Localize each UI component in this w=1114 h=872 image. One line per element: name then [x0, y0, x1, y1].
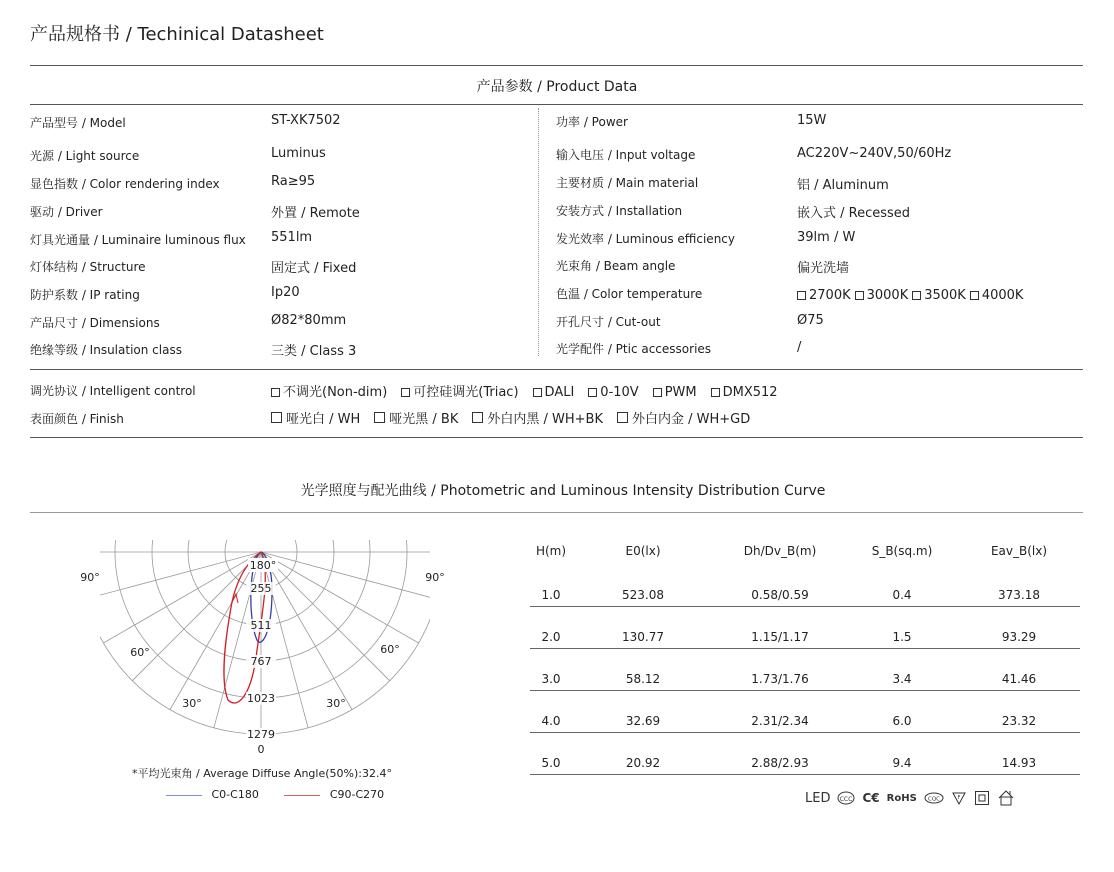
- rohs-mark: RoHS: [886, 792, 917, 804]
- polar-angle-label: 180°: [249, 559, 277, 572]
- checkbox-icon: [588, 388, 597, 397]
- checkbox-icon: [711, 388, 720, 397]
- table-cell: 23.32: [958, 691, 1080, 733]
- polar-ring-label: 1279: [247, 728, 275, 741]
- divider: [30, 369, 1083, 370]
- photometric-title: 光学照度与配光曲线 / Photometric and Luminous Intensity Distribution Curve: [300, 483, 826, 499]
- spec-label: 安装方式 / Installation: [556, 204, 683, 218]
- polar-angle-label: 90°: [425, 571, 445, 584]
- spec-value: 嵌入式 / Recessed: [797, 206, 911, 221]
- polar-spoke: [261, 552, 437, 599]
- control-option: [533, 385, 575, 400]
- spec-value: Ø82*80mm: [271, 313, 347, 328]
- polar-angle-label: 30°: [182, 697, 202, 710]
- table-cell: 2.88/2.93: [714, 733, 846, 775]
- checkbox-icon: [617, 412, 628, 423]
- table-cell: 1.73/1.76: [714, 649, 846, 691]
- table-cell: 523.08: [572, 565, 714, 607]
- spec-label: 色温 / Color temperature: [556, 287, 703, 301]
- table-cell: 14.93: [958, 733, 1080, 775]
- checkbox-icon: [271, 388, 280, 397]
- product-data-title: 产品参数 / Product Data: [476, 79, 638, 95]
- legend-line-c0: [166, 795, 202, 796]
- spec-label: 产品型号 / Model: [30, 116, 126, 130]
- checkbox-icon: [533, 388, 542, 397]
- polar-angle-label: 60°: [380, 643, 400, 656]
- table-cell: 9.4: [846, 733, 958, 775]
- table-cell: 1.15/1.17: [714, 607, 846, 649]
- spec-label: 产品尺寸 / Dimensions: [30, 316, 160, 330]
- spec-value: 15W: [797, 113, 827, 128]
- spec-label: 光源 / Light source: [30, 149, 140, 163]
- polar-ring-label: 1023: [247, 692, 275, 705]
- table-cell: 20.92: [572, 733, 714, 775]
- spec-label: 开孔尺寸 / Cut-out: [556, 315, 661, 329]
- table-row: [530, 565, 1080, 607]
- checkbox-icon: [472, 412, 483, 423]
- table-cell: 4.0: [530, 691, 572, 733]
- spec-value: [797, 288, 1027, 303]
- led-mark: LED: [805, 790, 831, 806]
- polar-spoke: [132, 552, 261, 681]
- divider: [30, 65, 1083, 66]
- divider: [30, 104, 1083, 105]
- spec-label: 主要材质 / Main material: [556, 176, 699, 190]
- divider: [30, 512, 1083, 513]
- option-label: 3000K: [866, 288, 909, 303]
- finish-options: [271, 408, 764, 427]
- table-cell: 0.4: [846, 565, 958, 607]
- table-cell: 5.0: [530, 733, 572, 775]
- table-cell: 2.31/2.34: [714, 691, 846, 733]
- finish-option: [271, 412, 360, 427]
- control-option: [401, 385, 518, 400]
- table-cell: 373.18: [958, 565, 1080, 607]
- table-header: H(m): [535, 544, 567, 558]
- checkbox-icon: [797, 291, 806, 300]
- polar-angle-label: 0: [257, 743, 265, 756]
- spec-value: /: [797, 340, 802, 355]
- color-temp-option: [912, 288, 966, 303]
- spec-label: 功率 / Power: [556, 115, 628, 129]
- spec-label: 防护系数 / IP rating: [30, 288, 140, 302]
- polar-ring-label: 767: [250, 655, 272, 668]
- spec-value: Ra≥95: [271, 174, 316, 189]
- polar-ring-label: 255: [250, 582, 272, 595]
- option-label: DALI: [544, 385, 575, 400]
- spec-value: 551lm: [271, 230, 313, 245]
- table-row: [530, 733, 1080, 775]
- color-temp-option: [797, 288, 851, 303]
- spec-value: 固定式 / Fixed: [271, 261, 357, 276]
- table-cell: 1.0: [530, 565, 572, 607]
- column-divider: [538, 108, 539, 356]
- table-cell: 32.69: [572, 691, 714, 733]
- divider: [30, 437, 1083, 438]
- control-option: [653, 385, 697, 400]
- table-cell: 3.0: [530, 649, 572, 691]
- table-cell: 41.46: [958, 649, 1080, 691]
- polar-ring-label: 511: [250, 619, 272, 632]
- triangle-icon: [951, 791, 967, 805]
- option-label: 外白内金 / WH+GD: [632, 412, 751, 427]
- control-option: [711, 385, 778, 400]
- finish-label: 表面颜色 / Finish: [30, 412, 124, 426]
- checkbox-icon: [374, 412, 385, 423]
- table-cell: 130.77: [572, 607, 714, 649]
- checkbox-icon: [401, 388, 410, 397]
- double-square-icon: [974, 790, 990, 806]
- finish-option: [374, 412, 458, 427]
- legend: [166, 788, 384, 801]
- option-label: 2700K: [809, 288, 851, 303]
- table-header: E0(lx): [625, 544, 661, 558]
- option-label: 4000K: [981, 288, 1024, 303]
- spec-label: 光束角 / Beam angle: [556, 259, 676, 273]
- option-label: 不调光(Non-dim): [283, 385, 388, 400]
- checkbox-icon: [970, 291, 979, 300]
- option-label: 哑光黑 / BK: [389, 412, 459, 427]
- table-row: [530, 607, 1080, 649]
- page-title: 产品规格书 / Techinical Datasheet: [30, 24, 324, 45]
- table-cell: 3.4: [846, 649, 958, 691]
- certification-marks: [805, 789, 1015, 807]
- option-label: 外白内黑 / WH+BK: [487, 412, 603, 427]
- spec-value: ST-XK7502: [271, 113, 341, 128]
- polar-spoke: [103, 552, 261, 643]
- photometric-table: [530, 537, 1080, 775]
- spec-label: 驱动 / Driver: [30, 205, 103, 219]
- control-option: [588, 385, 638, 400]
- spec-value: 外置 / Remote: [271, 206, 360, 221]
- control-option: [271, 385, 387, 400]
- checkbox-icon: [912, 291, 921, 300]
- checkbox-icon: [271, 412, 282, 423]
- spec-value: 39lm / W: [797, 230, 856, 245]
- ce-icon: C€: [862, 791, 880, 805]
- option-label: 哑光白 / WH: [286, 412, 361, 427]
- spec-label: 发光效率 / Luminous efficiency: [556, 232, 735, 246]
- control-label: 调光协议 / Intelligent control: [30, 384, 196, 398]
- finish-option: [472, 412, 603, 427]
- beam-angle-note: *平均光束角 / Average Diffuse Angle(50%):32.4°: [132, 767, 392, 780]
- table-cell: 93.29: [958, 607, 1080, 649]
- spec-label: 光学配件 / Ptic accessories: [556, 342, 712, 356]
- legend-label-c90: C90-C270: [329, 788, 385, 801]
- checkbox-icon: [855, 291, 864, 300]
- polar-spoke: [261, 552, 390, 681]
- table-cell: 2.0: [530, 607, 572, 649]
- option-label: 0-10V: [600, 385, 639, 400]
- cqc-icon: [924, 791, 944, 805]
- spec-label: 绝缘等级 / Insulation class: [30, 343, 182, 357]
- polar-angle-label: 30°: [326, 697, 346, 710]
- table-cell: 58.12: [572, 649, 714, 691]
- table-row: [530, 691, 1080, 733]
- svg-text:CQC: CQC: [927, 796, 940, 803]
- polar-angle-label: 60°: [130, 646, 150, 659]
- spec-value: 偏光洗墙: [797, 261, 850, 276]
- polar-angle-label: 90°: [80, 571, 100, 584]
- legend-label-c0: C0-C180: [211, 788, 259, 801]
- checkbox-icon: [653, 388, 662, 397]
- color-temp-option: [855, 288, 909, 303]
- table-header: S_B(sq.m): [871, 544, 933, 558]
- spec-label: 灯具光通量 / Luminaire luminous flux: [30, 233, 246, 247]
- spec-label: 输入电压 / Input voltage: [556, 148, 696, 162]
- spec-label: 显色指数 / Color rendering index: [30, 177, 220, 191]
- table-cell: 6.0: [846, 691, 958, 733]
- svg-text:F: F: [957, 795, 961, 801]
- table-cell: 0.58/0.59: [714, 565, 846, 607]
- spec-value: 三类 / Class 3: [271, 344, 357, 359]
- option-label: PWM: [664, 385, 697, 400]
- color-temp-option: [970, 288, 1024, 303]
- polar-distribution-chart: [60, 530, 480, 770]
- spec-value: 铝 / Aluminum: [797, 178, 889, 193]
- option-label: 3500K: [924, 288, 966, 303]
- option-label: 可控硅调光(Triac): [413, 385, 519, 400]
- finish-option: [617, 412, 750, 427]
- option-label: DMX512: [722, 385, 778, 400]
- table-header: Eav_B(lx): [990, 544, 1048, 558]
- spec-value: AC220V~240V,50/60Hz: [797, 146, 952, 161]
- spec-value: Ip20: [271, 285, 300, 300]
- ccc-icon: [837, 791, 855, 805]
- house-icon: [997, 789, 1015, 807]
- table-row: [530, 649, 1080, 691]
- spec-value: Ø75: [797, 313, 824, 328]
- legend-line-c90: [284, 795, 320, 796]
- svg-text:CCC: CCC: [840, 796, 853, 803]
- polar-spoke: [261, 552, 419, 643]
- control-options: [271, 381, 792, 400]
- spec-value: Luminus: [271, 146, 326, 161]
- table-header: Dh/Dv_B(m): [743, 544, 817, 558]
- spec-label: 灯体结构 / Structure: [30, 260, 146, 274]
- table-cell: 1.5: [846, 607, 958, 649]
